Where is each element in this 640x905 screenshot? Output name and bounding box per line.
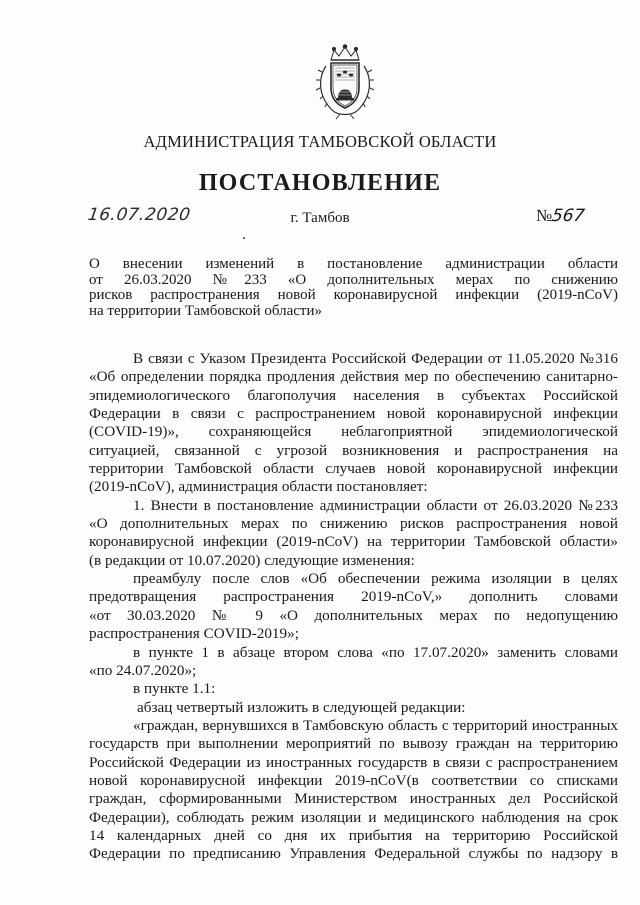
- document-date: 16.07.2020: [86, 205, 192, 225]
- body-line: ситуацией, связанной с угрозой возникновения и распространения на: [89, 441, 618, 459]
- organization-name: АДМИНИСТРАЦИЯ ТАМБОВСКОЙ ОБЛАСТИ: [143, 132, 497, 151]
- body-line: Федерации по предписанию Управления Федеральной службы по надзору в: [89, 845, 618, 863]
- body-line: (в редакции от 10.07.2020) следующие изменения:: [89, 551, 415, 569]
- body-line: в пункте 1.1:: [133, 680, 216, 698]
- document-city: г. Тамбов: [290, 210, 350, 226]
- body-line: государств при выполнении мероприятий по вывозу граждан на территорию: [89, 735, 618, 753]
- body-line: «граждан, вернувшихся в Тамбовскую область с территорий иностранных: [133, 716, 618, 734]
- body-line: коронавирусной инфекции (2019-nCoV) на территории Тамбовской области»: [89, 533, 618, 551]
- body-line: 1. Внести в постановление администрации области от 26.03.2020 №233: [133, 496, 618, 514]
- body-line: Российской Федерации из иностранных государств в связи с распространением: [89, 753, 618, 771]
- body-line: территории Тамбовской области случаев новой коронавирусной инфекции: [89, 460, 618, 478]
- body-line: Федерации), соблюдать режим изоляции и медицинского наблюдения на срок: [89, 808, 618, 826]
- number-prefix: №: [536, 206, 553, 225]
- body-line: предотвращения распространения 2019-nCoV,» дополнить словами: [89, 588, 618, 606]
- page-speck: [243, 237, 245, 239]
- body-line: новой коронавирусной инфекции 2019-nCoV(в соответствии со списками: [89, 771, 618, 789]
- body-line: (2019-nCoV), администрация области постановляет:: [89, 478, 428, 496]
- subject-line: О внесении изменений в постановление администрации области: [89, 257, 618, 272]
- body-line: «Об определении порядка продления действия мер по обеспечению санитарно-: [89, 368, 618, 386]
- body-line: Федерации в связи с распространением новой коронавирусной инфекции: [89, 405, 618, 423]
- document-body: [89, 350, 618, 864]
- document-type-title: ПОСТАНОВЛЕНИЕ: [198, 170, 442, 196]
- body-line: эпидемиологического благополучия населения в субъектах Российской: [89, 386, 618, 404]
- body-line: «по 24.07.2020»;: [89, 661, 197, 679]
- document-number: [536, 206, 585, 226]
- subject-line: рисков распространения новой коронавирусной инфекции (2019-nCoV): [89, 288, 618, 303]
- number-value: 567: [550, 206, 587, 226]
- body-line: «от 30.03.2020 № 9 «О дополнительных мерах по недопущению: [89, 606, 618, 624]
- body-line: распространения COVID-2019»;: [89, 625, 299, 643]
- body-line: В связи с Указом Президента Российской Федерации от 11.05.2020 №316: [133, 350, 618, 367]
- body-line: (COVID-19)», сохраняющейся неблагоприятной эпидемиологической: [89, 423, 618, 441]
- subject-line: от 26.03.2020 №233 «О дополнительных мерах по снижению: [89, 272, 618, 288]
- body-line: 14 календарных дней со дня их прибытия на территорию Российской: [89, 826, 618, 844]
- tambov-coat-of-arms-icon: [314, 44, 376, 120]
- body-line: абзац четвертый изложить в следующей редакции:: [137, 698, 466, 716]
- body-line: преамбулу после слов «Об обеспечении режима изоляции в целях: [133, 570, 618, 588]
- subject-line: на территории Тамбовской области»: [89, 302, 323, 319]
- body-line: в пункте 1 в абзаце втором слова «по 17.07.2020» заменить словами: [133, 643, 618, 661]
- document-subject: [89, 257, 618, 319]
- body-line: «О дополнительных мерах по снижению рисков распространения новой: [89, 515, 618, 533]
- body-line: граждан, сформированными Министерством иностранных дел Российской: [89, 790, 618, 808]
